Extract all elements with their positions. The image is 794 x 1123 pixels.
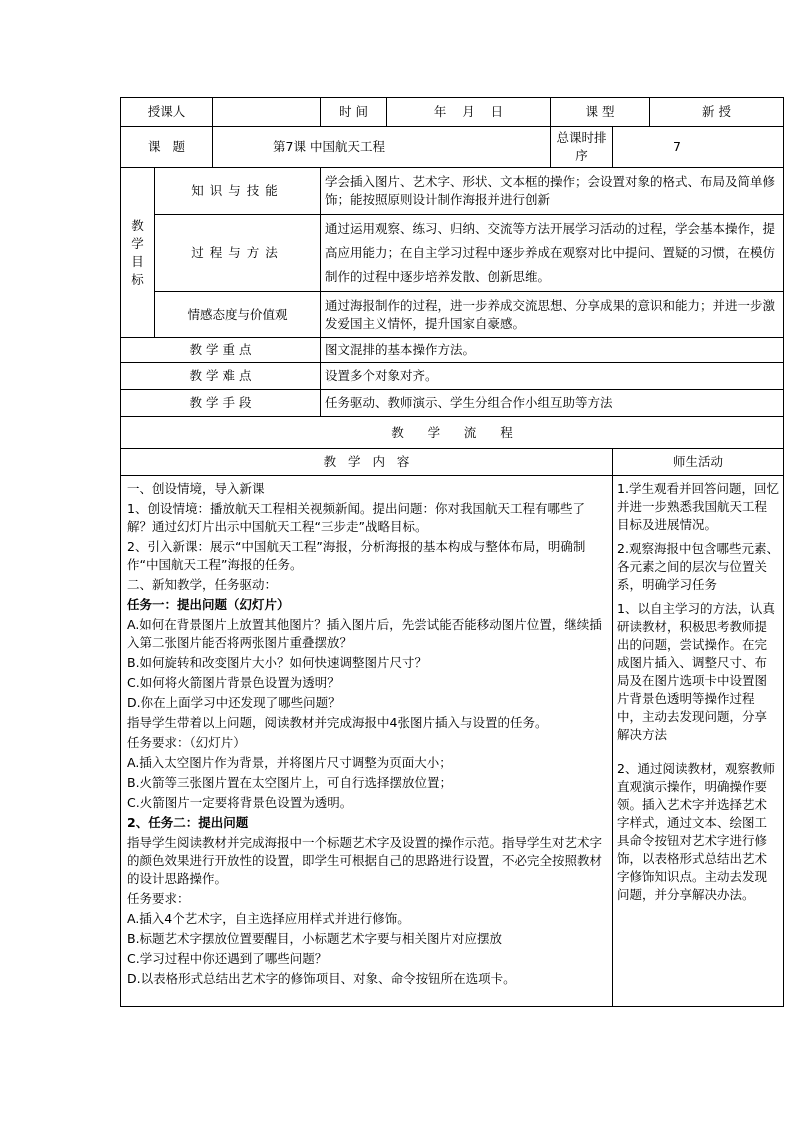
content-line: 指导学生阅读教材并完成海报中一个标题艺术字及设置的操作示范。指导学生对艺术字的颜色效果进行开放性的设置，即学生可根据自己的思路进行设置，不必完全按照教材的设计思路操作。 — [127, 835, 603, 886]
total-value: 7 — [613, 127, 784, 168]
content-line: 任务一：提出问题（幻灯片） — [127, 597, 290, 612]
topic-value: 第7课 中国航天工程 — [213, 127, 551, 168]
topic-label: 课 题 — [121, 127, 213, 168]
activity-header: 师生活动 — [613, 449, 784, 476]
goals-label — [121, 168, 155, 338]
content-line: B.标题艺术字摆放位置要醒目，小标题艺术字要与相关图片对应摆放 — [127, 931, 503, 946]
goals-label-char: 教 — [131, 217, 144, 233]
content-header: 教 学 内 容 — [121, 449, 613, 476]
total-label: 总课时排序 — [551, 127, 613, 168]
content-line: C.如何将火箭图片背景色设置为透明？ — [127, 675, 340, 690]
flow-header-row — [121, 449, 784, 476]
teacher-student-activities — [613, 476, 784, 1007]
goals-label-char: 目 — [131, 253, 144, 269]
difficulty-row — [121, 363, 784, 390]
content-line: 任务要求：（幻灯片） — [127, 735, 246, 750]
content-line: 任务要求： — [127, 891, 190, 906]
content-line: 指导学生带着以上问题，阅读教材并完成海报中4张图片插入与设置的任务。 — [127, 715, 548, 730]
content-line: 1、创设情境：播放航天工程相关视频新闻。提出问题：你对我国航天工程有哪些了解？通过幻灯片出示中国航天工程“三步走”战略目标。 — [127, 501, 585, 534]
content-line: 2、任务二：提出问题 — [127, 815, 249, 830]
goal-label: 知识与技能 — [155, 168, 321, 215]
flow-title: 教 学 流 程 — [121, 417, 784, 449]
difficulty-value: 设置多个对象对齐。 — [321, 363, 784, 390]
goal-text: 通过海报制作的过程，进一步养成交流思想、分享成果的意识和能力；并进一步激发爱国主义情怀，提升国家自豪感。 — [321, 292, 784, 338]
teaching-content — [121, 476, 613, 1007]
goal-row-attitude — [121, 292, 784, 338]
content-line: B.如何旋转和改变图片大小？如何快速调整图片尺寸？ — [127, 655, 428, 670]
activity-item: 1、以自主学习的方法，认真研读教材，积极思考教师提出的问题，尝试操作。在完成图片插入、调整尺寸、布局及在图片选项卡中设置图片背景色透明等操作过程中，主动去发现问题，分享解决方法 — [617, 601, 775, 742]
means-row — [121, 390, 784, 417]
lesson-plan-table — [120, 97, 784, 1007]
type-value: 新 授 — [650, 98, 784, 127]
goal-row-process — [121, 215, 784, 292]
content-line: 二、新知教学，任务驱动： — [127, 577, 278, 592]
content-line: B.火箭等三张图片置在太空图片上，可自行选择摆放位置； — [127, 775, 453, 790]
key-point-value: 图文混排的基本操作方法。 — [321, 338, 784, 363]
goal-label: 情感态度与价值观 — [155, 292, 321, 338]
means-label: 教 学 手 段 — [121, 390, 321, 417]
difficulty-label: 教 学 难 点 — [121, 363, 321, 390]
content-line: C.火箭图片一定要将背景色设置为透明。 — [127, 795, 353, 810]
content-line: D.以表格形式总结出艺术字的修饰项目、对象、命令按钮所在选项卡。 — [127, 971, 516, 986]
time-label: 时 间 — [321, 98, 387, 127]
teacher-label: 授课人 — [121, 98, 213, 127]
content-line: 一、创设情境，导入新课 — [127, 481, 265, 496]
topic-row — [121, 127, 784, 168]
date-text: 年 月 日 — [387, 98, 551, 127]
activity-item: 2.观察海报中包含哪些元素、各元素之间的层次与位置关系，明确学习任务 — [617, 541, 779, 592]
goal-label: 过程与方法 — [155, 215, 321, 292]
activity-item: 1.学生观看并回答问题，回忆并进一步熟悉我国航天工程目标及进展情况。 — [617, 481, 779, 532]
content-line: D.你在上面学习中还发现了哪些问题？ — [127, 695, 341, 710]
content-line: 2、引入新课：展示“中国航天工程”海报，分析海报的基本构成与整体布局，明确制作“中国航天工程”海报的任务。 — [127, 539, 586, 572]
flow-title-row — [121, 417, 784, 449]
header-row — [121, 98, 784, 127]
flow-body-row — [121, 476, 784, 1007]
means-value: 任务驱动、教师演示、学生分组合作小组互助等方法 — [321, 390, 784, 417]
content-line: A.如何在背景图片上放置其他图片？插入图片后，先尝试能否能移动图片位置，继续插入第二张图片能否将两张图片重叠摆放？ — [127, 617, 602, 650]
goal-text: 学会插入图片、艺术字、形状、文本框的操作；会设置对象的格式、布局及简单修饰；能按照原则设计制作海报并进行创新 — [321, 168, 784, 215]
goal-row-knowledge — [121, 168, 784, 215]
type-label: 课 型 — [551, 98, 650, 127]
goal-text: 通过运用观察、练习、归纳、交流等方法开展学习活动的过程，学会基本操作，提高应用能力；在自主学习过程中逐步养成在观察对比中提问、置疑的习惯，在模仿制作的过程中逐步培养发散、创新思维。 — [321, 215, 784, 292]
teacher-value — [213, 98, 321, 127]
content-line: A.插入太空图片作为背景，并将图片尺寸调整为页面大小； — [127, 755, 452, 770]
activity-item: 2、通过阅读教材，观察教师直观演示操作，明确操作要领。插入艺术字并选择艺术字样式，通过文本、绘图工具命令按钮对艺术字进行修饰，以表格形式总结出艺术字修饰知识点。主动去发现问题，并分享解决办法。 — [617, 761, 775, 902]
goals-label-char: 学 — [131, 235, 144, 251]
key-point-label: 教 学 重 点 — [121, 338, 321, 363]
content-line: A.插入4个艺术字，自主选择应用样式并进行修饰。 — [127, 911, 410, 926]
content-line: C.学习过程中你还遇到了哪些问题？ — [127, 951, 328, 966]
goals-label-char: 标 — [131, 271, 144, 287]
key-point-row — [121, 338, 784, 363]
